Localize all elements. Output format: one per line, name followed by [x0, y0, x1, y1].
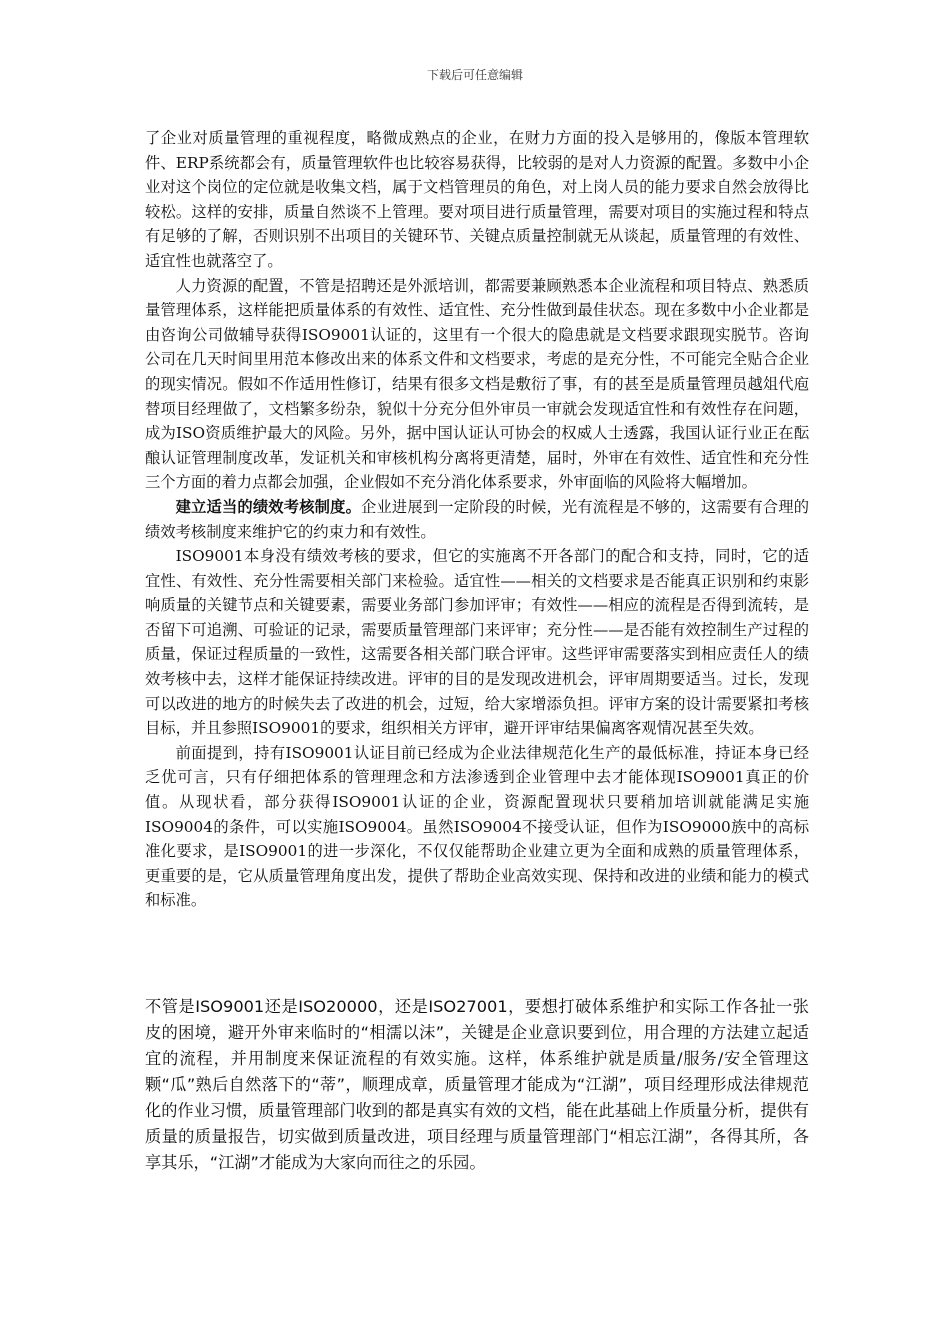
closing-paragraph: 不管是ISO9001还是ISO20000，还是ISO27001，要想打破体系维护和实际工作各扯一张皮的困境，避开外审来临时的“相濡以沫”，关键是企业意识要到位，用合理的方法建立起适宜的流程，并用制度来保证流程的有效实施。这样，体系维护就是质量/服务/安全管理这颗“瓜”熟后自然落下的“蒂”，顺理成章，质量管理才能成为“江湖”，项目经理形成法律规范化的作业习惯，质量管理部门收到的都是真实有效的文档，能在此基础上作质量分析，提供有质量的质量报告，切实做到质量改进，项目经理与质量管理部门“相忘江湖”，各得其所，各享其乐，“江湖”才能成为大家向而往之的乐园。	[145, 997, 809, 1172]
page-header: 下载后可任意编辑	[426, 68, 523, 82]
paragraph: ISO9001本身没有绩效考核的要求，但它的实施离不开各部门的配合和支持，同时，它的适宜性、有效性、充分性需要相关部门来检验。适宜性——相关的文档要求是否能真正识别和约束影响质量的关键节点和关键要素，需要业务部门参加评审；有效性——相应的流程是否得到流转，是否留下可追溯、可验证的记录，需要质量管理部门来评审；充分性——是否能有效控制生产过程的质量，保证过程质量的一致性，这需要各相关部门联合评审。这些评审需要落实到相应责任人的绩效考核中去，这样才能保证持续改进。评审的目的是发现改进机会，评审周期要适当。过长，发现可以改进的地方的时候失去了改进的机会，过短，给大家增添负担。评审方案的设计需要紧扣考核目标，并且参照ISO9001的要求，组织相关方评审，避开评审结果偏离客观情况甚至失效。	[145, 547, 809, 738]
paragraph: 前面提到，持有ISO9001认证目前已经成为企业法律规范化生产的最低标准，持证本身已经乏优可言，只有仔细把体系的管理理念和方法渗透到企业管理中去才能体现ISO9001真正的价值。从现状看，部分获得ISO9001认证的企业，资源配置现状只要稍加培训就能满足实施ISO9004的条件，可以实施ISO9004。虽然ISO9004不接受认证，但作为ISO9000族中的高标准化要求，是ISO9001的进一步深化，不仅仅能帮助企业建立更为全面和成熟的质量管理体系，更重要的是，它从质量管理角度出发，提供了帮助企业高效实现、保持和改进的业绩和能力的模式和标准。	[145, 743, 809, 910]
paragraph: 了企业对质量管理的重视程度，略微成熟点的企业，在财力方面的投入是够用的，像版本管理软件、ERP系统都会有，质量管理软件也比较容易获得，比较弱的是对人力资源的配置。多数中小企业对这个岗位的定位就是收集文档，属于文档管理员的角色，对上岗人员的能力要求自然会放得比较松。这样的安排，质量自然谈不上管理。要对项目进行质量管理，需要对项目的实施过程和特点有足够的了解，否则识别不出项目的关键环节、关键点质量控制就无从谈起，质量管理的有效性、适宜性也就落空了。	[145, 129, 809, 270]
paragraph-text: 企业进展到一定阶段的时候，光有流程是不够的，这需要有合理的绩效考核制度来维护它的约束力和有效性。	[145, 497, 809, 541]
paragraph: 人力资源的配置，不管是招聘还是外派培训，都需要兼顾熟悉本企业流程和项目特点、熟悉质量管理体系，这样能把质量体系的有效性、适宜性、充分性做到最佳状态。现在多数中小企业都是由咨询公司做辅导获得ISO9001认证的，这里有一个很大的隐患就是文档要求跟现实脱节。咨询公司在几天时间里用范本修改出来的体系文件和文档要求，考虑的是充分性，不可能完全贴合企业的现实情况。假如不作适用性修订，结果有很多文档是敷衍了事，有的甚至是质量管理员越俎代庖替项目经理做了，文档繁多纷杂，貌似十分充分但外审员一审就会发现适宜性和有效性存在问题，成为ISO资质维护最大的风险。另外，据中国认证认可协会的权威人士透露，我国认证行业正在酝酿认证管理制度改革，发证机关和审核机构分离将更清楚，届时，外审在有效性、适宜性和充分性三个方面的着力点都会加强，企业假如不充分消化体系要求，外审面临的风险将大幅增加。	[145, 276, 809, 492]
paragraph-heading: 建立适当的绩效考核制度。	[175, 497, 362, 516]
closing-section	[145, 994, 809, 1176]
document-body	[145, 126, 809, 913]
paragraph	[145, 495, 809, 544]
